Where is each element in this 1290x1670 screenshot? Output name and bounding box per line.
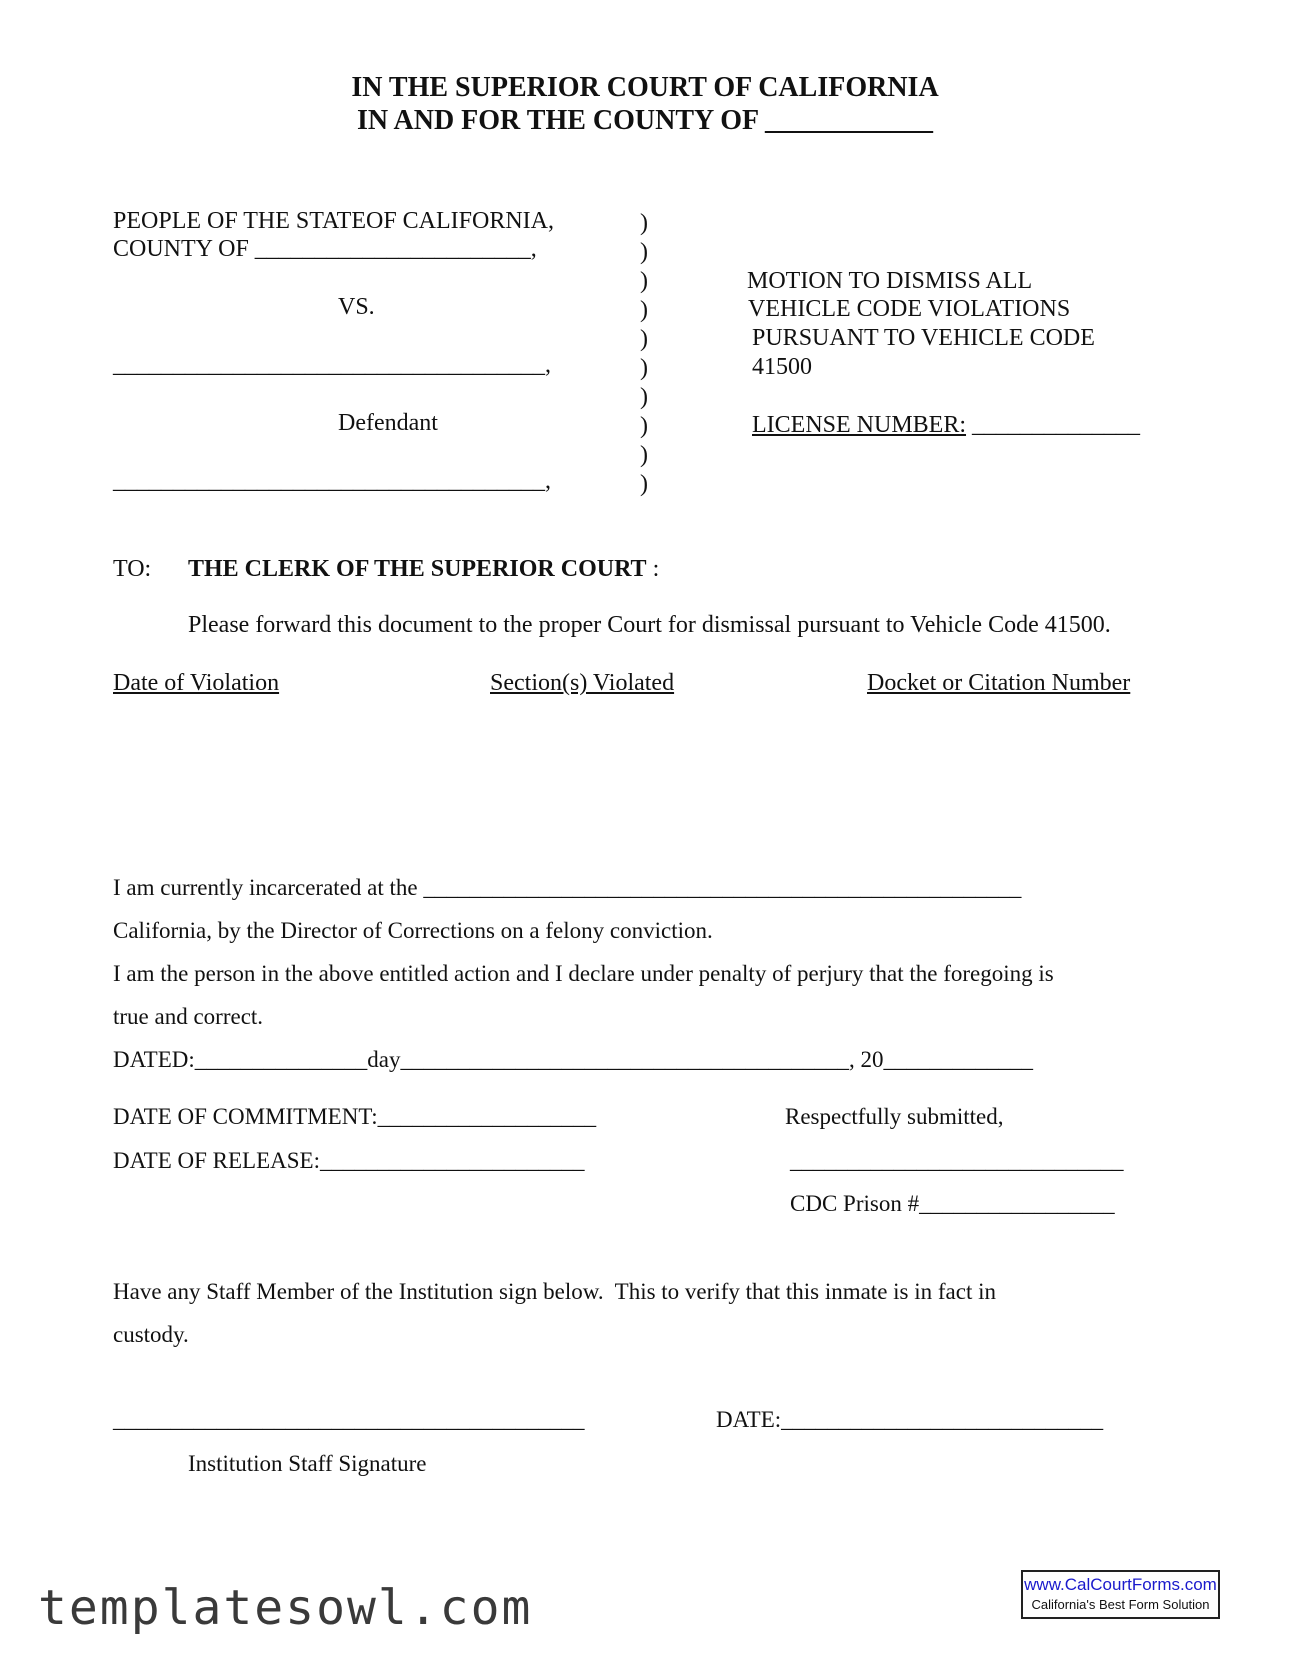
caption-party-line-1: ____________________________________, xyxy=(113,352,551,378)
calcourtforms-badge[interactable] xyxy=(1021,1570,1220,1619)
paren: ) xyxy=(640,413,648,439)
staff-signature-line[interactable]: _________________________________________ xyxy=(113,1407,585,1432)
paren: ) xyxy=(640,326,648,352)
respectfully-submitted: Respectfully submitted, xyxy=(785,1104,1004,1129)
paren: ) xyxy=(640,297,648,323)
badge-url[interactable]: www.CalCourtForms.com xyxy=(1024,1575,1217,1594)
incarcerated-at-line[interactable]: I am currently incarcerated at the ____________________________________________________ xyxy=(113,875,1022,900)
dated-line[interactable]: DATED:_______________day_______________________________________, 20_____________ xyxy=(113,1047,1033,1072)
paren: ) xyxy=(640,268,648,294)
watermark-text: templatesowl.com xyxy=(38,1580,533,1636)
header-sections-violated: Section(s) Violated xyxy=(490,670,675,696)
forward-instruction: Please forward this document to the proper Court for dismissal pursuant to Vehicle Code 41500. xyxy=(188,612,1111,638)
to-recipient-name: THE CLERK OF THE SUPERIOR COURT xyxy=(188,556,647,582)
court-title-line2: IN AND FOR THE COUNTY OF ____________ xyxy=(356,105,934,136)
court-title-line1: IN THE SUPERIOR COURT OF CALIFORNIA xyxy=(351,72,939,103)
caption-people: PEOPLE OF THE STATEOF CALIFORNIA, xyxy=(113,208,554,234)
badge-tagline: California's Best Form Solution xyxy=(1031,1597,1210,1612)
motion-title-line4: 41500 xyxy=(752,354,812,380)
motion-title-line2: VEHICLE CODE VIOLATIONS xyxy=(748,296,1071,322)
motion-title-line3: PURSUANT TO VEHICLE CODE xyxy=(752,325,1095,351)
license-number-field[interactable] xyxy=(752,412,1140,439)
staff-signature-label: Institution Staff Signature xyxy=(188,1451,427,1476)
to-recipient xyxy=(188,556,659,583)
staff-instruction-line1: Have any Staff Member of the Institution sign below. This to verify that this inmate is in fact in xyxy=(113,1279,996,1304)
to-label: TO: xyxy=(113,556,152,582)
staff-date-field[interactable]: DATE:____________________________ xyxy=(716,1407,1104,1432)
perjury-line: I am the person in the above entitled action and I declare under penalty of perjury that the foregoing is xyxy=(113,961,1054,986)
paren: ) xyxy=(640,239,648,265)
paren: ) xyxy=(640,384,648,410)
license-number-blank[interactable]: ______________ xyxy=(966,412,1141,438)
caption-defendant-label: Defendant xyxy=(338,410,438,436)
to-recipient-colon: : xyxy=(646,556,660,582)
header-date-of-violation: Date of Violation xyxy=(113,670,280,696)
motion-title-line1: MOTION TO DISMISS ALL xyxy=(747,268,1033,294)
staff-instruction-line2: custody. xyxy=(113,1322,189,1347)
paren: ) xyxy=(640,471,648,497)
license-number-label: LICENSE NUMBER: xyxy=(752,412,967,438)
cdc-prison-number-field[interactable]: CDC Prison #_________________ xyxy=(790,1191,1115,1216)
caption-county: COUNTY OF _______________________, xyxy=(113,236,537,262)
paren: ) xyxy=(640,355,648,381)
director-line: California, by the Director of Corrections on a felony conviction. xyxy=(113,918,713,943)
paren: ) xyxy=(640,442,648,468)
date-of-commitment-field[interactable]: DATE OF COMMITMENT:___________________ xyxy=(113,1104,597,1129)
true-correct-line: true and correct. xyxy=(113,1004,264,1029)
date-of-release-field[interactable]: DATE OF RELEASE:_______________________ xyxy=(113,1148,585,1173)
header-docket-number: Docket or Citation Number xyxy=(867,670,1131,696)
caption-party-line-2: ____________________________________, xyxy=(113,468,551,494)
paren: ) xyxy=(640,210,648,236)
caption-vs: VS. xyxy=(338,294,375,320)
inmate-signature-line[interactable]: _____________________________ xyxy=(790,1148,1124,1173)
